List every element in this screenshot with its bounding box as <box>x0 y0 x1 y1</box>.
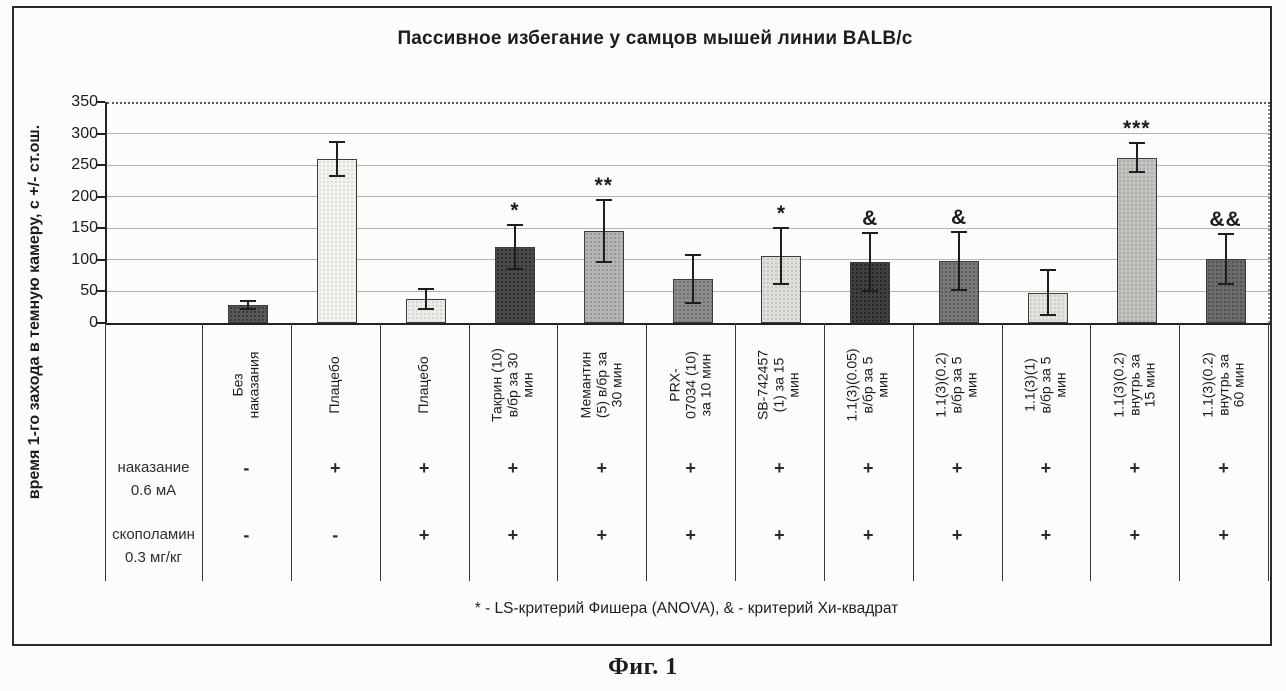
category-cell <box>646 323 735 447</box>
factor-sign: - <box>243 458 250 478</box>
category-label: SB-742457 (1) за 15 мин <box>754 349 803 421</box>
factor-sign: + <box>418 525 430 545</box>
factor-sign: + <box>951 458 963 478</box>
factor-sign: + <box>685 525 696 545</box>
error-bar-line <box>425 290 427 308</box>
y-tick-label: 200 <box>71 187 98 205</box>
factor-sign: + <box>596 458 607 478</box>
y-tick-label: 350 <box>71 93 98 110</box>
factor-sign: - <box>243 525 250 545</box>
error-bar-cap-bottom <box>240 308 256 310</box>
error-bar-cap-top <box>1040 269 1056 271</box>
category-cell <box>557 323 646 447</box>
error-bar-cap-top <box>1218 233 1234 235</box>
gridline <box>107 228 1270 229</box>
significance-mark: * <box>510 199 520 223</box>
factor-sign: + <box>329 458 341 478</box>
category-label: Мемантин (5) в/бр за 30 мин <box>577 351 625 419</box>
error-bar-cap-top <box>773 227 789 229</box>
category-label: Без наказания <box>229 351 262 419</box>
y-axis-ticks <box>0 93 98 331</box>
error-bar-cap-bottom <box>1040 314 1056 316</box>
error-bar-cap-bottom <box>1218 283 1234 285</box>
factor-sign: - <box>332 525 339 545</box>
factor-sign: + <box>774 458 785 478</box>
factor-sign: + <box>1040 458 1052 478</box>
error-bar-line <box>692 256 694 301</box>
bar <box>1117 158 1157 323</box>
category-label: Плацебо <box>415 356 432 414</box>
error-bar-cap-top <box>418 288 434 290</box>
plot-area <box>105 102 1270 325</box>
y-tick-label: 250 <box>71 156 98 174</box>
error-bar-cap-bottom <box>685 302 701 304</box>
category-cell <box>735 323 824 447</box>
error-bar-cap-top <box>1129 142 1145 144</box>
y-tick-label: 100 <box>71 250 98 268</box>
category-label: PRX- 07034 (10) за 10 мин <box>666 351 714 419</box>
error-bar-cap-bottom <box>507 268 523 270</box>
category-label: Плацебо <box>326 356 343 414</box>
factor-sign: + <box>862 525 874 545</box>
factor-sign: + <box>862 458 874 478</box>
category-label: 1.1(3)(1) в/бр за 5 мин <box>1021 356 1069 414</box>
error-bar-cap-top <box>951 231 967 233</box>
gridline <box>107 196 1270 197</box>
error-bar-cap-top <box>596 199 612 201</box>
factor-sign: + <box>774 525 785 545</box>
gridline <box>107 165 1270 166</box>
factor-sign: + <box>1218 525 1229 545</box>
category-cell <box>291 323 380 447</box>
category-label: 1.1(3)(0.2) в/бр за 5 мин <box>932 352 980 418</box>
category-label: 1.1(3)(0.2) внутрь за 15 мин <box>1110 352 1158 418</box>
factor-sign: + <box>1040 525 1052 545</box>
y-tick-mark <box>97 133 105 135</box>
category-cell <box>380 323 469 447</box>
factor-sign: + <box>507 525 519 545</box>
category-label: Такрин (10) в/бр за 30 мин <box>488 348 536 422</box>
error-bar-cap-bottom <box>773 283 789 285</box>
gridline <box>107 259 1270 260</box>
category-cell <box>1090 323 1179 447</box>
error-bar-line <box>336 143 338 175</box>
factor-sign: + <box>418 458 430 478</box>
significance-mark: & <box>862 206 879 230</box>
category-cell <box>824 323 913 447</box>
error-bar-line <box>869 234 871 290</box>
y-tick-label: 150 <box>71 219 98 237</box>
error-bar-cap-bottom <box>596 261 612 263</box>
error-bar-line <box>1047 271 1049 314</box>
error-bar-cap-bottom <box>862 290 878 292</box>
y-tick-mark <box>97 322 105 324</box>
category-cell <box>469 323 558 447</box>
y-tick-label: 0 <box>89 314 98 331</box>
category-table <box>105 323 1268 581</box>
error-bar-cap-bottom <box>329 175 345 177</box>
error-bar-cap-top <box>240 300 256 302</box>
y-axis-label: время 1-го захода в темную камеру, с +/- ст.ош. <box>26 124 43 500</box>
error-bar-cap-top <box>685 254 701 256</box>
error-bar-line <box>780 229 782 283</box>
factor-sign: + <box>596 525 607 545</box>
error-bar-cap-top <box>862 232 878 234</box>
category-label: 1.1(3)(0.2) внутрь за 60 мин <box>1199 352 1247 418</box>
y-tick-mark <box>97 290 105 292</box>
y-tick-mark <box>97 227 105 229</box>
error-bar-line <box>603 201 605 260</box>
y-tick-mark <box>97 196 105 198</box>
error-bar-cap-bottom <box>1129 171 1145 173</box>
error-bar-line <box>1225 235 1227 283</box>
factor-sign: + <box>1218 458 1229 478</box>
footnote: * - LS-критерий Фишера (ANOVA), & - критерий Хи-квадрат <box>474 600 899 617</box>
error-bar-line <box>1136 144 1138 172</box>
factor-row-label: скополамин 0.3 мг/кг <box>112 526 195 566</box>
factor-sign: + <box>1129 525 1140 545</box>
bar <box>317 159 357 323</box>
category-cell <box>1002 323 1091 447</box>
significance-mark: && <box>1209 208 1242 232</box>
error-bar-cap-top <box>329 141 345 143</box>
factor-row-label: наказание 0.6 мА <box>117 459 190 499</box>
category-cell <box>202 323 291 447</box>
error-bar-cap-top <box>507 224 523 226</box>
y-tick-label: 300 <box>71 124 98 142</box>
error-bar-line <box>958 233 960 289</box>
significance-mark: *** <box>1122 116 1151 140</box>
significance-mark: * <box>776 201 786 225</box>
factor-sign: + <box>1129 458 1140 478</box>
factor-sign: + <box>951 525 963 545</box>
chart-title: Пассивное избегание у самцов мышей линии BALB/c <box>397 28 913 49</box>
error-bar-cap-bottom <box>951 289 967 291</box>
factor-sign: + <box>507 458 519 478</box>
figure-caption: Фиг. 1 <box>608 654 678 680</box>
column-separator <box>1268 323 1269 581</box>
factor-sign: + <box>685 458 696 478</box>
y-tick-mark <box>97 164 105 166</box>
y-tick-mark <box>97 101 105 103</box>
error-bar-cap-bottom <box>418 308 434 310</box>
y-tick-mark <box>97 259 105 261</box>
gridline-top <box>107 102 1270 104</box>
significance-mark: & <box>950 206 968 230</box>
error-bar-line <box>514 226 516 268</box>
y-tick-label: 50 <box>80 282 98 300</box>
significance-mark: ** <box>594 174 613 198</box>
category-cell <box>913 323 1002 447</box>
category-cell <box>1179 323 1268 447</box>
category-label: 1.1(3)(0.05) в/бр за 5 мин <box>843 348 892 422</box>
